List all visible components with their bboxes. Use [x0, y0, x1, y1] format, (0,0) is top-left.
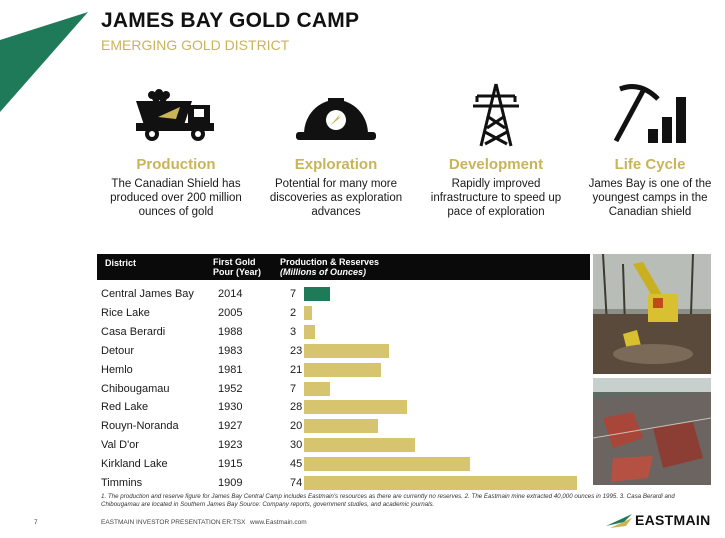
table-row	[97, 305, 597, 324]
data-label: 45	[290, 458, 303, 471]
bar	[304, 287, 330, 301]
data-label: 2	[290, 306, 297, 319]
bar	[304, 363, 381, 377]
table-row	[97, 324, 597, 343]
first-gold-pour-year: 1927	[218, 420, 243, 433]
pillar-exploration	[266, 80, 406, 219]
excavator-photo	[593, 254, 711, 374]
first-gold-pour-year: 1952	[218, 382, 243, 395]
header-district: District	[105, 258, 137, 268]
bar	[304, 476, 577, 490]
data-label: 21	[290, 363, 303, 376]
footnote: 1. The production and reserve figure for James Bay Central Camp includes Eastmain's resources as there are currently no reserves. 2. The Eastmain mine extracted 40,000 ounces in 1995. 3. Casa Berardi and Chibougamau are located in Southern James Bay Source: Company reports, government studies, and academic journals.	[101, 493, 675, 508]
eastmain-logo	[606, 512, 711, 528]
first-gold-pour-year: 1981	[218, 363, 243, 376]
table-header	[97, 254, 590, 280]
bar	[304, 457, 470, 471]
data-label: 28	[290, 401, 303, 414]
page-title: JAMES BAY GOLD CAMP	[101, 9, 360, 32]
district-name: Detour	[101, 344, 135, 357]
table-row	[97, 343, 597, 362]
pillar-title: Development	[448, 156, 544, 173]
page-subtitle: EMERGING GOLD DISTRICT	[101, 37, 290, 53]
district-name: Val D'or	[101, 439, 139, 452]
district-name: Kirkland Lake	[101, 458, 168, 471]
corner-triangle-decoration	[0, 0, 95, 120]
table-row	[97, 456, 597, 475]
first-gold-pour-year: 1930	[218, 401, 243, 414]
table-row	[97, 475, 597, 494]
first-gold-pour-year: 1909	[218, 477, 243, 489]
bar	[304, 382, 330, 396]
first-gold-pour-year: 2014	[218, 288, 243, 300]
table-row	[97, 437, 597, 456]
pillar-description: Potential for many more discoveries as exploration advances	[269, 178, 403, 218]
footer-ticker: ER:TSX	[222, 519, 246, 526]
footer-presentation-text: EASTMAIN INVESTOR PRESENTATION	[101, 519, 221, 526]
pillar-description: James Bay is one of the youngest camps in the Canadian shield	[588, 178, 712, 218]
data-label: 20	[290, 420, 303, 433]
page-number: 7	[34, 519, 38, 526]
data-label: 23	[290, 344, 303, 357]
first-gold-pour-year: 1988	[218, 325, 243, 338]
bar	[304, 306, 312, 320]
footer-url[interactable]: www.Eastmain.com	[250, 519, 307, 526]
district-name: Casa Berardi	[101, 325, 166, 338]
pillar-production	[106, 80, 246, 219]
mining-truck-icon	[106, 80, 246, 150]
header-first-gold-pour: First Gold Pour (Year)	[213, 257, 262, 277]
pickaxe-bar-chart-icon	[580, 80, 720, 150]
eastmain-logo-mark-icon	[606, 512, 632, 528]
table-row	[97, 381, 597, 400]
bar	[304, 438, 415, 452]
power-tower-icon	[426, 80, 566, 150]
pillar-description: Rapidly improved infrastructure to speed up pace of exploration	[430, 178, 562, 218]
bar	[304, 325, 315, 339]
district-name: Timmins	[101, 477, 143, 489]
district-name: Rice Lake	[101, 306, 150, 319]
table-row	[97, 418, 597, 437]
first-gold-pour-year: 1983	[218, 344, 243, 357]
table-row	[97, 399, 597, 418]
district-name: Red Lake	[101, 401, 149, 414]
data-label: 7	[290, 288, 297, 300]
hard-hat-icon	[266, 80, 406, 150]
first-gold-pour-year: 2005	[218, 306, 243, 319]
district-name: Rouyn-Noranda	[101, 420, 179, 433]
first-gold-pour-year: 1915	[218, 458, 243, 471]
pillar-title: Life Cycle	[614, 156, 686, 173]
data-label: 3	[290, 325, 297, 338]
district-name: Central James Bay	[101, 288, 194, 300]
bar	[304, 419, 378, 433]
district-name: Chibougamau	[101, 382, 170, 395]
pillar-title: Production	[136, 156, 216, 173]
data-label: 74	[290, 477, 303, 489]
data-label: 7	[290, 382, 297, 395]
bar	[304, 400, 407, 414]
bar	[304, 344, 389, 358]
first-gold-pour-year: 1923	[218, 439, 243, 452]
district-name: Hemlo	[101, 363, 133, 376]
pillar-life-cycle	[580, 80, 720, 219]
outcrop-photo	[593, 378, 711, 485]
header-production-reserves: Production & Reserves (Millions of Ounces)	[280, 257, 380, 277]
table-row	[97, 286, 597, 305]
pillar-title: Exploration	[294, 156, 378, 173]
table-row	[97, 362, 597, 381]
data-label: 30	[290, 439, 303, 452]
pillar-description: The Canadian Shield has produced over 200 million ounces of gold	[110, 178, 242, 218]
pillar-development	[426, 80, 566, 219]
logo-text: EASTMAIN	[635, 512, 711, 528]
